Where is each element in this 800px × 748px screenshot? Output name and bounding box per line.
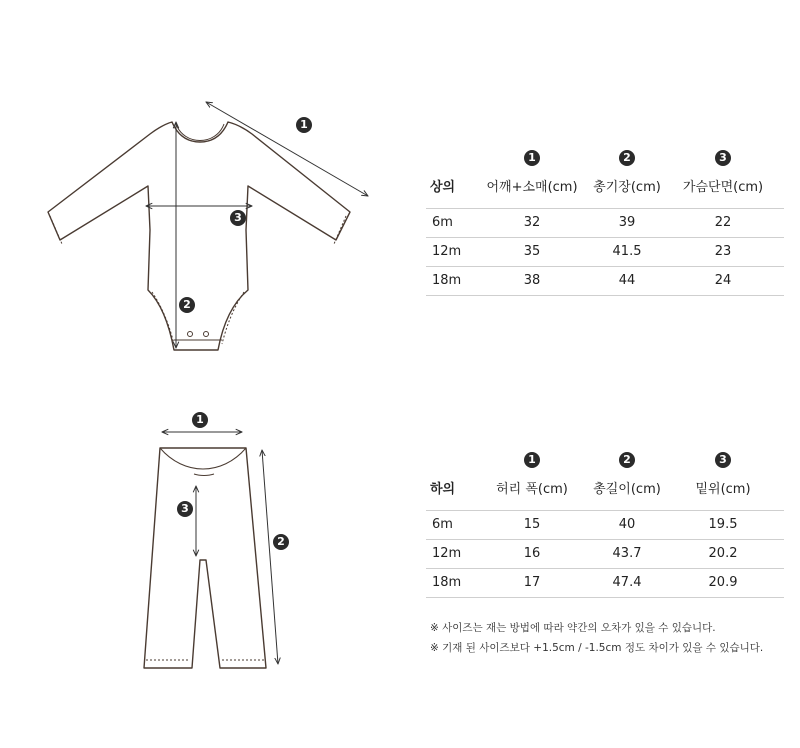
value-cell: 22 — [714, 215, 732, 230]
size-cell: 18m — [432, 575, 462, 590]
bodysuit-dimension-lines — [146, 102, 368, 348]
col2-number-badge: 2 — [619, 150, 635, 166]
value-cell: 24 — [714, 273, 732, 288]
value-cell: 43.7 — [612, 546, 642, 561]
marker-waist-width: 1 — [192, 412, 208, 428]
value-cell: 39 — [618, 215, 636, 230]
value-cell: 40 — [618, 517, 636, 532]
value-cell: 23 — [714, 244, 732, 259]
marker-shoulder-sleeve: 1 — [296, 117, 312, 133]
marker-pants-length: 2 — [273, 534, 289, 550]
table-row — [426, 569, 784, 598]
col1-label: 어깨+소매(cm) — [486, 180, 578, 195]
value-cell: 44 — [618, 273, 636, 288]
top-table-header — [426, 150, 784, 198]
col1-number-badge: 1 — [524, 452, 540, 468]
value-cell: 20.2 — [708, 546, 738, 561]
table-row — [426, 209, 784, 238]
table-row — [426, 238, 784, 267]
value-cell: 19.5 — [708, 517, 738, 532]
col3-label: 밑위(cm) — [695, 482, 751, 497]
value-cell: 15 — [523, 517, 541, 532]
top-size-table — [426, 150, 784, 296]
marker-rise: 3 — [177, 501, 193, 517]
marker-chest-width: 3 — [230, 210, 246, 226]
col3-label: 가슴단면(cm) — [682, 180, 764, 195]
note-line: ※ 사이즈는 재는 방법에 따라 약간의 오차가 있을 수 있습니다. — [430, 622, 716, 634]
pants-illustration — [144, 448, 266, 668]
bodysuit-illustration — [48, 122, 350, 350]
col2-label: 총기장(cm) — [593, 180, 661, 195]
bottom-size-table — [426, 452, 784, 598]
col2-label: 총길이(cm) — [593, 482, 661, 497]
col2-number-badge: 2 — [619, 452, 635, 468]
size-notes — [430, 618, 763, 658]
bottom-table-header — [426, 452, 784, 500]
value-cell: 32 — [523, 215, 541, 230]
size-cell: 6m — [432, 517, 453, 532]
table-row — [426, 540, 784, 569]
col3-number-badge: 3 — [715, 452, 731, 468]
size-cell: 12m — [432, 244, 462, 259]
col1-label: 허리 폭(cm) — [496, 482, 568, 497]
value-cell: 41.5 — [612, 244, 642, 259]
value-cell: 16 — [523, 546, 541, 561]
value-cell: 47.4 — [612, 575, 642, 590]
value-cell: 20.9 — [708, 575, 738, 590]
top-section-label: 상의 — [430, 180, 456, 195]
marker-total-length: 2 — [179, 297, 195, 313]
size-cell: 18m — [432, 273, 462, 288]
value-cell: 38 — [523, 273, 541, 288]
note-line: ※ 기재 된 사이즈보다 +1.5cm / -1.5cm 정도 차이가 있을 수 있습니다. — [430, 642, 764, 654]
value-cell: 35 — [523, 244, 541, 259]
col3-number-badge: 3 — [715, 150, 731, 166]
size-cell: 12m — [432, 546, 462, 561]
col1-number-badge: 1 — [524, 150, 540, 166]
table-row — [426, 511, 784, 540]
size-cell: 6m — [432, 215, 453, 230]
table-row — [426, 267, 784, 296]
bottom-section-label: 하의 — [430, 482, 456, 497]
value-cell: 17 — [523, 575, 541, 590]
